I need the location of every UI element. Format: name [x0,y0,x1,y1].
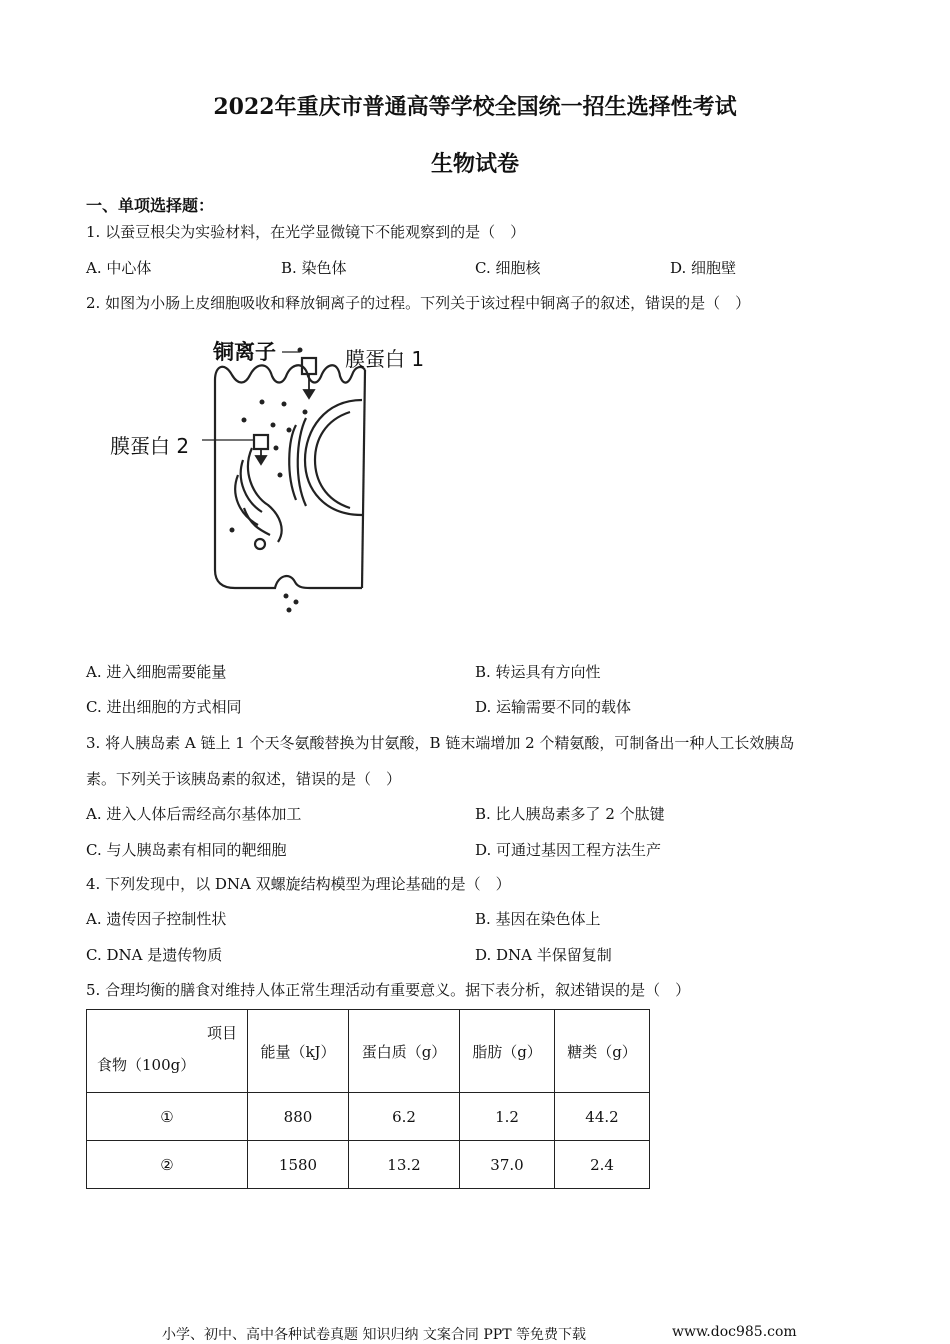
question-5-stem: 5. 合理均衡的膳食对维持人体正常生理活动有重要意义。据下表分析，叙述错误的是（ ） [86,981,691,999]
section-heading: 一、单项选择题： [86,196,215,215]
table-cell-food: ② [87,1141,248,1189]
table-cell: 1580 [248,1141,349,1189]
label-membrane-protein-2: 膜蛋白 2 [110,434,190,458]
q2-option-c: C. 进出细胞的方式相同 [86,698,242,716]
footer-url[interactable]: www.doc985.com [672,1324,797,1340]
table-row [87,1141,650,1189]
q3-option-d: D. 可通过基因工程方法生产 [475,841,662,859]
table-cell: 1.2 [460,1093,555,1141]
question-2-stem: 2. 如图为小肠上皮细胞吸收和释放铜离子的过程。下列关于该过程中铜离子的叙述，错误的是（ ） [86,294,751,312]
question-1-stem: 1. 以蚕豆根尖为实验材料，在光学显微镜下不能观察到的是（ ） [86,223,526,241]
cell-diagram-svg [100,330,400,620]
table-cell: 6.2 [349,1093,460,1141]
exam-title: 2022年重庆市普通高等学校全国统一招生选择性考试 [213,94,737,120]
q3-option-c: C. 与人胰岛素有相同的靶细胞 [86,841,287,859]
table-row [87,1093,650,1141]
table-corner-cell [87,1010,248,1093]
question-4-stem: 4. 下列发现中，以 DNA 双螺旋结构模型为理论基础的是（ ） [86,875,511,893]
q1-option-a: A. 中心体 [86,259,152,277]
q2-option-b: B. 转运具有方向性 [475,663,601,681]
table-cell: 37.0 [460,1141,555,1189]
table-header-row [87,1010,650,1093]
exam-subtitle: 生物试卷 [430,151,519,177]
corner-food-label: 食物（100g） [97,1056,196,1074]
table-cell: 44.2 [555,1093,650,1141]
q4-option-c: C. DNA 是遗传物质 [86,946,223,964]
q2-option-d: D. 运输需要不同的载体 [475,698,632,716]
column-header: 蛋白质（g） [349,1010,460,1093]
q1-option-c: C. 细胞核 [475,259,541,277]
label-membrane-protein-1: 膜蛋白 1 [345,347,425,371]
column-header: 糖类（g） [555,1010,650,1093]
q4-option-b: B. 基因在染色体上 [475,910,601,928]
table-cell-food: ① [87,1093,248,1141]
table-cell: 13.2 [349,1141,460,1189]
table-cell: 880 [248,1093,349,1141]
corner-item-label: 项目 [206,1024,237,1042]
question-3-stem-line2: 素。下列关于该胰岛素的叙述，错误的是（ ） [86,770,402,788]
label-copper-ion: 铜离子 [213,340,276,364]
q4-option-d: D. DNA 半保留复制 [475,946,612,964]
cell-diagram [100,330,425,620]
column-header: 脂肪（g） [460,1010,555,1093]
q3-option-a: A. 进入人体后需经高尔基体加工 [86,805,302,823]
q2-option-a: A. 进入细胞需要能量 [86,663,227,681]
q1-option-b: B. 染色体 [281,259,347,277]
q1-option-d: D. 细胞壁 [670,259,737,277]
table-cell: 2.4 [555,1141,650,1189]
column-header: 能量（kJ） [248,1010,349,1093]
footer-text: 小学、初中、高中各种试卷真题 知识归纳 文案合同 PPT 等免费下载 [162,1327,586,1343]
q4-option-a: A. 遗传因子控制性状 [86,910,227,928]
q3-option-b: B. 比人胰岛素多了 2 个肽键 [475,805,665,823]
question-3-stem-line1: 3. 将人胰岛素 A 链上 1 个天冬氨酸替换为甘氨酸，B 链末端增加 2 个精氨酸，可制备出一种人工长效胰岛 [86,734,795,752]
nutrition-table [86,1009,650,1189]
